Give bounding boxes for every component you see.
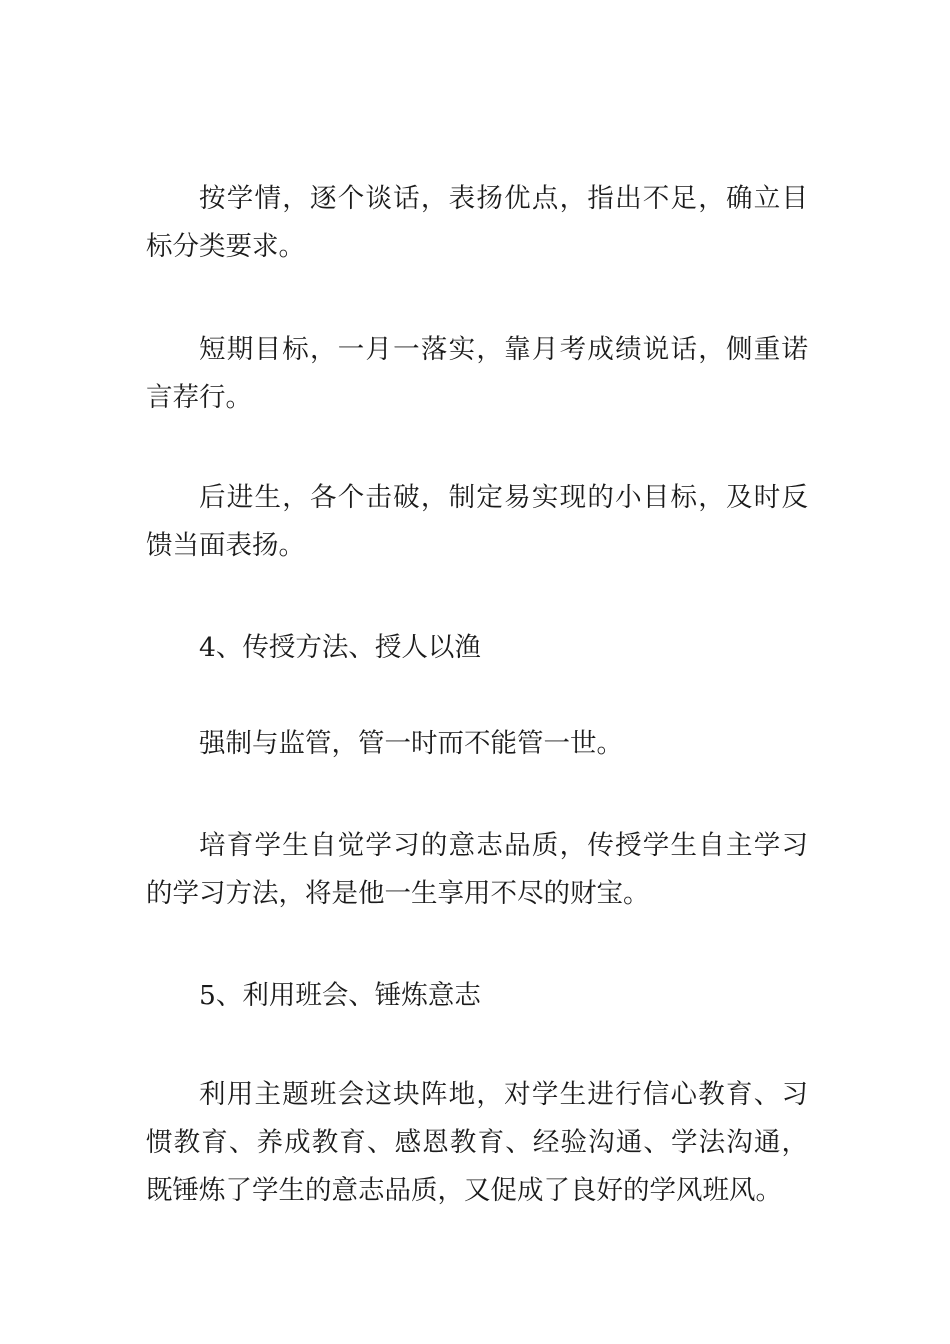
paragraph-student-talks: 按学情，逐个谈话，表扬优点，指出不足，确立目标分类要求。 — [146, 183, 808, 262]
paragraph-class-meeting: 利用主题班会这块阵地，对学生进行信心教育、习惯教育、养成教育、感恩教育、经验沟通、学法沟通，既锤炼了学生的意志品质，又促成了良好的学风班风。 — [146, 1079, 808, 1206]
paragraph-self-study: 培育学生自觉学习的意志品质，传授学生自主学习的学习方法，将是他一生享用不尽的财宝。 — [146, 830, 808, 909]
section-heading-5: 5、利用班会、锤炼意志 — [199, 980, 481, 1011]
paragraph-lagging-students: 后进生，各个击破，制定易实现的小目标，及时反馈当面表扬。 — [146, 482, 808, 561]
paragraph-supervision: 强制与监管，管一时而不能管一世。 — [199, 728, 623, 759]
section-heading-4: 4、传授方法、授人以渔 — [199, 632, 481, 663]
paragraph-short-term-goals: 短期目标，一月一落实，靠月考成绩说话，侧重诺言荐行。 — [146, 334, 808, 413]
